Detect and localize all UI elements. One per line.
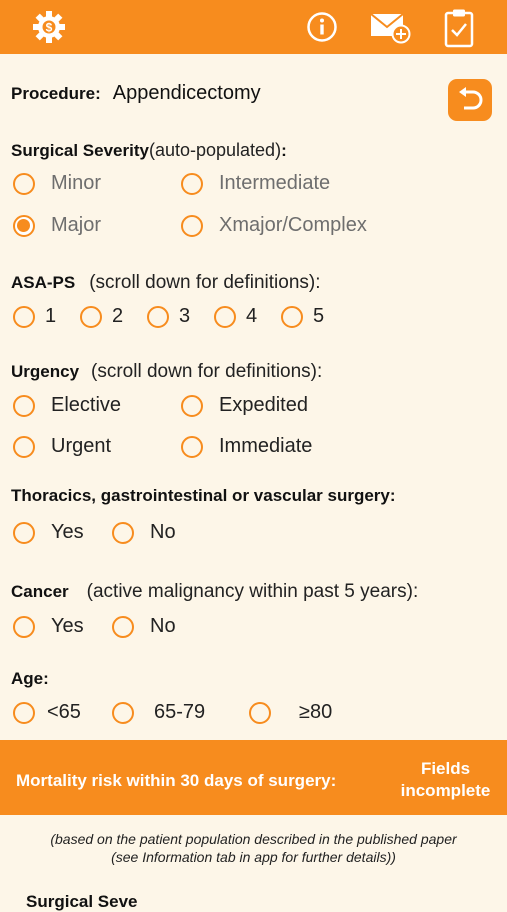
cancer-option-no[interactable]: No (112, 615, 176, 638)
thoracic-option-yes[interactable]: Yes (13, 521, 84, 544)
top-toolbar (0, 0, 507, 54)
urgency-label: Urgency (11, 362, 80, 381)
radio-button[interactable] (181, 436, 203, 458)
procedure-value: Appendicectomy (112, 82, 261, 104)
radio-button[interactable] (13, 436, 35, 458)
radio-button[interactable] (112, 616, 134, 638)
age-heading (11, 669, 49, 689)
age-option-80-plus[interactable]: ≥80 (249, 701, 332, 724)
asa-label: ASA-PS (11, 273, 76, 292)
settings-cost-icon[interactable] (30, 8, 68, 46)
mortality-result-status: Fields incomplete (400, 759, 491, 800)
radio-button[interactable] (13, 522, 35, 544)
severity-option-intermediate[interactable]: Intermediate (181, 172, 330, 195)
severity-option-xmajor[interactable]: Xmajor/Complex (181, 214, 367, 237)
radio-button[interactable] (13, 173, 35, 195)
radio-button[interactable] (281, 306, 303, 328)
cancer-heading (11, 581, 418, 603)
cancer-note: (active malignancy within past 5 years): (86, 581, 419, 602)
radio-button[interactable] (13, 702, 35, 724)
severity-label: Surgical Severity (11, 141, 149, 160)
radio-button[interactable] (13, 616, 35, 638)
info-icon[interactable] (306, 11, 338, 43)
next-section-heading: Surgical Seve (26, 892, 138, 911)
radio-button[interactable] (112, 702, 134, 724)
age-label: Age: (11, 669, 49, 688)
cancer-label: Cancer (11, 582, 69, 601)
radio-button[interactable] (80, 306, 102, 328)
back-button[interactable] (448, 79, 492, 121)
svg-text:$: $ (45, 20, 53, 35)
procedure-row (11, 82, 261, 105)
age-option-under-65[interactable]: <65 (13, 701, 81, 724)
procedure-label: Procedure: (11, 84, 101, 103)
email-add-icon[interactable] (370, 12, 412, 44)
urgency-option-expedited[interactable]: Expedited (181, 394, 308, 417)
cancer-option-yes[interactable]: Yes (13, 615, 84, 638)
thoracic-option-no[interactable]: No (112, 521, 176, 544)
asa-option-3[interactable]: 3 (147, 305, 190, 328)
radio-button[interactable] (181, 173, 203, 195)
asa-note: (scroll down for definitions): (89, 272, 321, 293)
asa-option-4[interactable]: 4 (214, 305, 257, 328)
radio-button[interactable] (13, 306, 35, 328)
asa-option-2[interactable]: 2 (80, 305, 123, 328)
urgency-option-elective[interactable]: Elective (13, 394, 121, 417)
asa-option-5[interactable]: 5 (281, 305, 324, 328)
severity-option-minor[interactable]: Minor (13, 172, 101, 195)
undo-arrow-icon (456, 87, 484, 113)
mortality-result-banner (0, 740, 507, 815)
radio-button[interactable] (147, 306, 169, 328)
radio-button-selected[interactable] (13, 215, 35, 237)
urgency-option-urgent[interactable]: Urgent (13, 435, 111, 458)
severity-heading: Surgical Severity (auto-populated) : (11, 140, 287, 160)
radio-button[interactable] (13, 395, 35, 417)
mortality-result-label: Mortality risk within 30 days of surgery: (16, 771, 337, 790)
asa-option-1[interactable]: 1 (13, 305, 56, 328)
urgency-note: (scroll down for definitions): (91, 361, 323, 382)
population-footnote: (based on the patient population described in the published paper (see Information tab in app for further details)) (50, 831, 457, 865)
severity-note: (auto-populated) (148, 140, 282, 160)
radio-button[interactable] (214, 306, 236, 328)
urgency-option-immediate[interactable]: Immediate (181, 435, 312, 458)
radio-button[interactable] (181, 215, 203, 237)
clipboard-check-icon[interactable] (444, 8, 474, 48)
radio-button[interactable] (181, 395, 203, 417)
asa-heading (11, 272, 321, 294)
radio-button[interactable] (249, 702, 271, 724)
thoracic-label: Thoracics, gastrointestinal or vascular surgery: (11, 486, 396, 505)
severity-option-major[interactable]: Major (13, 214, 101, 237)
age-option-65-79[interactable]: 65-79 (112, 701, 205, 724)
radio-button[interactable] (112, 522, 134, 544)
thoracic-heading (11, 486, 396, 506)
urgency-heading (11, 361, 322, 383)
